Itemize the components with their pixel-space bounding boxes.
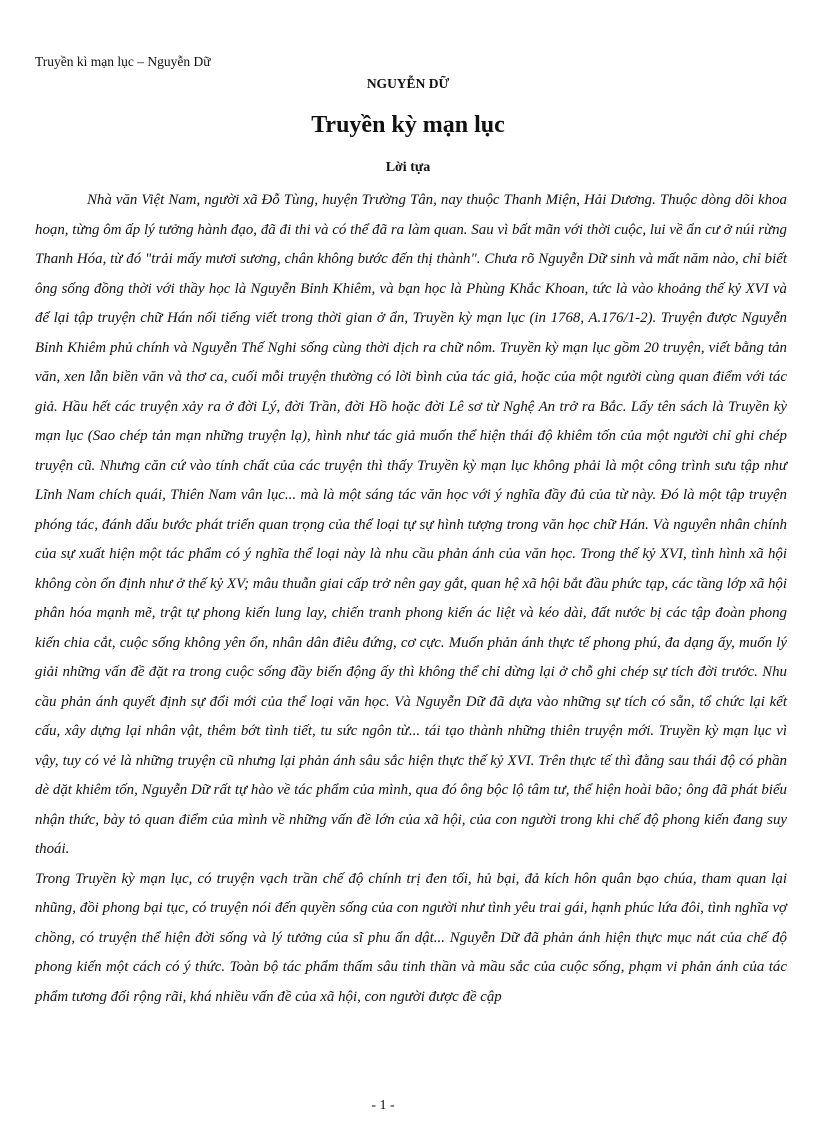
running-header: Truyền kì mạn lục – Nguyễn Dữ [35,54,211,69]
section-subtitle: Lời tựa [385,160,431,175]
body-text [35,186,787,1012]
paragraph: Trong Truyền kỳ mạn lục, có truyện vạch trần chế độ chính trị đen tối, hủ bại, đả kích hôn quân bạo chúa, tham quan lại nhũng, đồi phong bại tục, có truyện nói đến quyền sống của con người như tình yêu trai gái, hạnh phúc lứa đôi, tình nghĩa vợ chồng, có truyện thể hiện đời sống và lý tưởng của sĩ phu ẩn dật... Nguyễn Dữ đã phản ánh hiện thực mục nát của chế độ phong kiến một cách có ý thức. Toàn bộ tác phẩm thấm sâu tinh thần và mầu sắc của cuộc sống, phạm vi phản ánh của tác phẩm tương đối rộng rãi, khá nhiều vấn đề của xã hội, con người được đề cập [35,870,787,1005]
document-title: Truyền kỳ mạn lục [311,112,505,138]
paragraph: Nhà văn Việt Nam, người xã Đỗ Tùng, huyện Trường Tân, nay thuộc Thanh Miện, Hải Dương. Thuộc dòng dõi khoa hoạn, từng ôm ấp lý tưởng hành đạo, đã đi thi và có thể đã ra làm quan. Sau vì bất mãn với thời cuộc, lui về ẩn cư ở núi rừng Thanh Hóa, từ đó "trải mấy mươi sương, chân không bước đến thị thành". Chưa rõ Nguyễn Dữ sinh và mất năm nào, chỉ biết ông sống đồng thời với thầy học là Nguyễn Bỉnh Khiêm, và bạn học là Phùng Khắc Khoan, tức là vào khoảng thế kỷ XVI và để lại tập truyện chữ Hán nổi tiếng viết trong thời gian ở ẩn, Truyền kỳ mạn lục (in 1768, A.176/1-2). Truyện được Nguyễn Bỉnh Khiêm phủ chính và Nguyễn Thế Nghi sống cùng thời dịch ra chữ nôm. Truyền kỳ mạn lục gồm 20 truyện, viết bằng tản văn, xen lẫn biền văn và thơ ca, cuối mỗi truyện thường có lời bình của tác giả, hoặc của một người cùng quan điểm với tác giả. Hầu hết các truyện xảy ra ở đời Lý, đời Trần, đời Hồ hoặc đời Lê sơ từ Nghệ An trở ra Bắc. Lấy tên sách là Truyền kỳ mạn lục (Sao chép tản mạn những truyện lạ), hình như tác giả muốn thể hiện thái độ khiêm tốn của một người chỉ ghi chép truyện cũ. Nhưng căn cứ vào tính chất của các truyện thì thấy Truyền kỳ mạn lục không phải là một công trình sưu tập như Lĩnh Nam chích quái, Thiên Nam vân lục... mà là một sáng tác văn học với ý nghĩa đầy đủ của từ này. Đó là một tập truyện phóng tác, đánh dấu bước phát triển quan trọng của thể loại tự sự hình tượng trong văn học chữ Hán. Và nguyên nhân chính của sự xuất hiện một tác phẩm có ý nghĩa thể loại này là nhu cầu phản ánh của văn học. Trong thế kỷ XVI, tình hình xã hội không còn ổn định như ở thế kỷ XV; mâu thuẫn giai cấp trở nên gay gắt, quan hệ xã hội bắt đầu phức tạp, các tầng lớp xã hội phân hóa mạnh mẽ, trật tự phong kiến lung lay, chiến tranh phong kiến ác liệt và kéo dài, đất nước bị các tập đoàn phong kiến chia cắt, cuộc sống không yên ổn, nhân dân điêu đứng, cơ cực. Muốn phản ánh thực tế phong phú, đa dạng ấy, muốn lý giải những vấn đề đặt ra trong cuộc sống đầy biến động ấy thì không thể chỉ dừng lại ở chỗ ghi chép sự tích đời trước. Nhu cầu phản ánh quyết định sự đổi mới của thể loại văn học. Và Nguyễn Dữ đã dựa vào những sự tích có sẵn, tổ chức lại kết cấu, xây dựng lại nhân vật, thêm bớt tình tiết, tu sức ngôn từ... tái tạo thành những thiên truyện mới. Truyền kỳ mạn lục vì vậy, tuy có vẻ là những truyện cũ nhưng lại phản ánh sâu sắc hiện thực thế kỷ XVI. Trên thực tế thì đằng sau thái độ có phần dè dặt khiêm tốn, Nguyễn Dữ rất tự hào về tác phẩm của mình, qua đó ông bộc lộ tâm tư, thể hiện hoài bão; ông đã phát biểu nhận thức, bày tỏ quan điểm của mình về những vấn đề lớn của xã hội, của con người trong khi chế độ phong kiến đang suy thoái. [35,192,787,857]
page-number: - 1 - [371,1098,395,1113]
author-name: NGUYỄN DỮ [366,76,450,91]
page-footer [0,1098,816,1114]
